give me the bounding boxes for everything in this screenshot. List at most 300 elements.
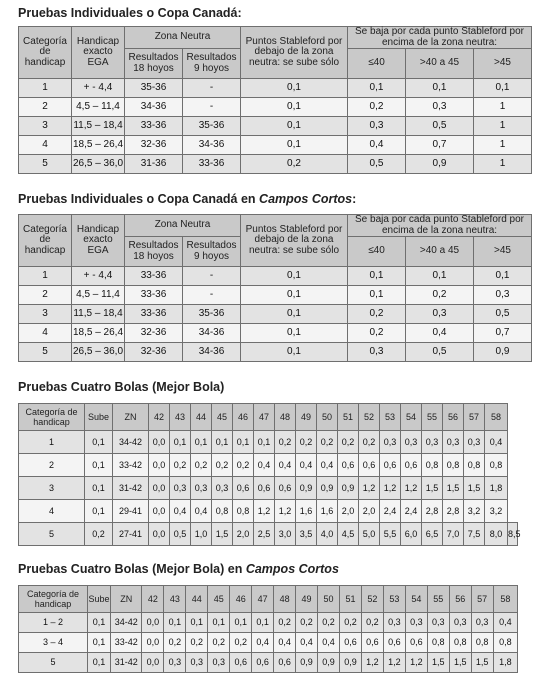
table-cell: 0,1 [241,267,348,286]
section-title: Pruebas Cuatro Bolas (Mejor Bola) [18,380,225,394]
table-cell: 4,5 [338,523,359,546]
table-cell: 33-36 [183,155,241,174]
table-cell: 32-36 [125,136,183,155]
table-row [19,324,532,343]
header-cell: 48 [274,586,296,613]
table-cell: 0,6 [274,653,296,673]
table-cell: 8,5 [508,523,518,546]
table-cell: 1,2 [359,477,380,500]
header-cell: Categoría de handicap [19,404,85,431]
table-cell: 0,0 [149,431,170,454]
table-row [19,523,518,546]
header-puntos: Puntos Stableford por debajo de la zona neutra: se sube sólo [241,215,348,267]
table-cell: 35-36 [183,117,241,136]
table-cell: 1 [474,98,532,117]
table-cell: 0,1 [348,79,406,98]
table-cell: 0,6 [339,633,361,653]
table-cell: 0,6 [383,633,405,653]
table-cell: 7,5 [464,523,485,546]
table-cell: - [183,98,241,117]
table-cell: 31-36 [125,155,183,174]
table-row [19,343,532,362]
table-cell: 3,2 [485,500,508,523]
table-cell: 0,3 [401,431,422,454]
header-category: Categoría de handicap [19,27,72,79]
header-category: Categoría de handicap [19,215,72,267]
table-cell: 0,9 [406,155,474,174]
table-cell: 33-36 [125,267,183,286]
table-cell: 0,2 [338,431,359,454]
header-cell: 43 [164,586,186,613]
table-cell: 0,4 [406,324,474,343]
table-cell: 0,8 [233,500,254,523]
header-cell: 46 [233,404,254,431]
table-cell: 0,1 [230,613,252,633]
header-cell: Sube [85,404,113,431]
table-cell: 0,4 [493,613,517,633]
table-cell: 0,2 [339,613,361,633]
header-b3: >45 [474,237,532,267]
table-cell: 1 [19,79,72,98]
table-cell: 34-42 [111,613,142,633]
header-cell: 53 [380,404,401,431]
table-cell: 0,6 [254,477,275,500]
table-cell: 0,6 [338,454,359,477]
table-cell: 0,6 [230,653,252,673]
table-cell: 0,3 [443,431,464,454]
table-row [19,431,518,454]
table-cell: 0,0 [142,653,164,673]
table-cell: 0,1 [474,79,532,98]
table-cell: 0,2 [164,633,186,653]
table-cell: 0,4 [296,633,318,653]
table-cell: 0,1 [254,431,275,454]
table-cell: 0,0 [142,613,164,633]
title-italic: Campos Cortos [259,192,353,206]
table-cell: 0,4 [485,431,508,454]
table-cell: 2,8 [443,500,464,523]
title-italic: Campos Cortos [245,562,339,576]
table-cell: 0,9 [296,477,317,500]
table-cell: 0,3 [380,431,401,454]
header-cell: Sube [88,586,111,613]
table-cell: 0,1 [406,267,474,286]
header-cell: ZN [113,404,149,431]
table-cell: 0,3 [348,343,406,362]
table-cell: 0,1 [186,613,208,633]
header-b1: ≤40 [348,49,406,79]
table-cell: 1 [474,117,532,136]
table-cell: 0,1 [164,613,186,633]
table-cell: 0,3 [191,477,212,500]
header-cell: 49 [296,404,317,431]
table-cell: 0,4 [252,633,274,653]
table-cell: 4,5 – 11,4 [72,286,125,305]
table-cell: 4 [19,500,85,523]
table-cell: 0,0 [149,500,170,523]
section-individual [0,4,537,174]
table-cell: 0,0 [149,477,170,500]
table-cell: 0,1 [233,431,254,454]
table-cell: 0,6 [275,477,296,500]
table-cell: 11,5 – 18,4 [72,305,125,324]
table-cell: 27-41 [113,523,149,546]
table-cell: 0,2 [348,324,406,343]
header-b3: >45 [474,49,532,79]
table-cell: 0,2 [85,523,113,546]
section-cuatro-bolas-short [0,560,537,673]
header-cell: 53 [383,586,405,613]
table-cell: 0,1 [241,79,348,98]
table-cell: 1,5 [464,477,485,500]
table-cell: 1,5 [471,653,493,673]
table-cell: 1,5 [443,477,464,500]
table-cell: 32-36 [125,343,183,362]
table-cell: 1,8 [493,653,517,673]
header-cell: 56 [443,404,464,431]
table-cell: 0,3 [471,613,493,633]
section-cuatro-bolas [0,378,537,546]
table-cell: 1,2 [361,653,383,673]
table-cell: 0,2 [170,454,191,477]
table-cell: 35-36 [125,79,183,98]
table-cell: + - 4,4 [72,267,125,286]
header-baja: Se baja por cada punto Stableford por encima de la zona neutra: [348,215,532,237]
header-handicap: Handicap exacto EGA [72,27,125,79]
header-cell: Categoría de handicap [19,586,88,613]
table-cell: 0,4 [348,136,406,155]
header-baja: Se baja por cada punto Stableford por encima de la zona neutra: [348,27,532,49]
table-cell: 0,2 [233,454,254,477]
table-cell: 3 [19,305,72,324]
header-cell: 50 [317,404,338,431]
table-cell: 0,4 [170,500,191,523]
table-cell: 0,5 [406,117,474,136]
table-cell: 0,3 [406,305,474,324]
table-cell: 2 [19,454,85,477]
table-row [19,500,518,523]
header-res9: Resultados 9 hoyos [183,49,241,79]
table-cell: 33-36 [125,117,183,136]
table-cell: 8,0 [485,523,508,546]
header-cell: 46 [230,586,252,613]
table-cell: 0,6 [252,653,274,673]
table-cell: 0,2 [208,633,230,653]
table-cell: 0,3 [212,477,233,500]
table-cell: 3,2 [464,500,485,523]
table-cell: 1,2 [254,500,275,523]
table-cell: 0,9 [339,653,361,673]
table-row [19,653,518,673]
table-cell: 0,3 [186,653,208,673]
table-cell: 0,5 [406,343,474,362]
header-handicap: Handicap exacto EGA [72,215,125,267]
header-cell: 52 [361,586,383,613]
table-cell: 0,1 [252,613,274,633]
table-cell: 5 [19,523,85,546]
title-suffix: : [352,192,357,206]
table-cell: 0,9 [318,653,340,673]
table-cell: 0,1 [474,267,532,286]
table-cell: 1,0 [191,523,212,546]
table-cell: 0,1 [88,653,111,673]
header-res18: Resultados 18 hoyos [125,237,183,267]
table-cell: 33-36 [125,286,183,305]
table-cell: 0,8 [212,500,233,523]
table-row [19,79,532,98]
header-cell: 47 [252,586,274,613]
table-cell: - [183,79,241,98]
table-cell: 0,1 [88,613,111,633]
table-cell: 5 [19,343,72,362]
table-cell: 2,0 [359,500,380,523]
table-cell: 29-41 [113,500,149,523]
table-cell: 0,5 [474,305,532,324]
table-cell: 0,2 [191,454,212,477]
header-res18: Resultados 18 hoyos [125,49,183,79]
table-row [19,477,518,500]
table-row [19,454,518,477]
header-cell: 45 [212,404,233,431]
table-cell: - [183,267,241,286]
table-cell: 6,5 [422,523,443,546]
table-cell: 0,8 [427,633,449,653]
header-cell: 57 [471,586,493,613]
header-cell: 50 [318,586,340,613]
table-cell: 0,6 [401,454,422,477]
table-cell: 0,1 [348,286,406,305]
header-cell: 56 [449,586,471,613]
table-row [19,155,532,174]
table-cell: 2,8 [422,500,443,523]
table-cell: 33-42 [111,633,142,653]
table-cell: 0,0 [149,454,170,477]
table-cell: 3 – 4 [19,633,88,653]
table-row [19,98,532,117]
table-cell: 0,2 [318,613,340,633]
table-cell: 0,8 [422,454,443,477]
header-cell: 44 [186,586,208,613]
table-cell: 0,5 [170,523,191,546]
table-cell: 0,1 [212,431,233,454]
table-individual [18,26,532,174]
table-cell: 1,2 [275,500,296,523]
header-cell: 55 [427,586,449,613]
table-cell: 0,1 [241,324,348,343]
table-cell: 5 [19,155,72,174]
table-cell: + - 4,4 [72,79,125,98]
table-cell: 0,4 [318,633,340,653]
table-cell: 1 [19,267,72,286]
table-cell: 35-36 [183,305,241,324]
table-cell: 26,5 – 36,0 [72,343,125,362]
table-cell: 1,6 [317,500,338,523]
table-cell: 0,1 [85,477,113,500]
table-row [19,613,518,633]
table-cell: 0,5 [348,155,406,174]
table-cell: 6,0 [401,523,422,546]
header-cell: 43 [170,404,191,431]
header-b1: ≤40 [348,237,406,267]
table-cell: 2,4 [401,500,422,523]
table-cell: 34-36 [183,136,241,155]
header-cell: ZN [111,586,142,613]
table-cell: 0,2 [348,98,406,117]
table-cell: 0,6 [233,477,254,500]
header-cell: 54 [405,586,427,613]
table-cell: 0,9 [474,343,532,362]
table-cell: 0,2 [275,431,296,454]
table-cell: 0,9 [338,477,359,500]
table-cell: 18,5 – 26,4 [72,324,125,343]
table-cell: 1,2 [383,653,405,673]
header-cell: 48 [275,404,296,431]
table-cell: 0,1 [170,431,191,454]
table-cell: 4 [19,136,72,155]
table-cell: 0,1 [88,633,111,653]
header-puntos: Puntos Stableford por debajo de la zona neutra: se sube sólo [241,27,348,79]
table-cell: 0,2 [186,633,208,653]
table-cell: 7,0 [443,523,464,546]
table-cell: 0,3 [170,477,191,500]
table-cell: 0,6 [359,454,380,477]
table-cell: 0,1 [406,79,474,98]
section-individual-short [0,190,537,362]
table-cell: 0,9 [296,653,318,673]
table-cell: 0,1 [191,431,212,454]
table-row [19,117,532,136]
table-cell: 0,4 [275,454,296,477]
table-cell: 31-42 [111,653,142,673]
table-cell: 1,2 [405,653,427,673]
header-cell: 58 [485,404,508,431]
table-cell: 34-42 [113,431,149,454]
table-cell: 5,0 [359,523,380,546]
header-row [19,404,518,431]
header-res9: Resultados 9 hoyos [183,237,241,267]
table-cell: 4 [19,324,72,343]
table-cell: 0,3 [348,117,406,136]
header-cell: 57 [464,404,485,431]
table-cell: 0,0 [142,633,164,653]
table-cell: 1,5 [449,653,471,673]
header-cell: 58 [493,586,517,613]
table-cell: 1,2 [380,477,401,500]
table-cell: 3 [19,117,72,136]
section-title: Pruebas Individuales o Copa Canadá: [18,6,242,20]
table-cell: 0,2 [359,431,380,454]
table-cell: 4,0 [317,523,338,546]
table-cell: 5 [19,653,88,673]
table-cell: 0,3 [208,653,230,673]
table-cell: 1 [474,155,532,174]
table-cell: 1,5 [212,523,233,546]
table-cell: 34-36 [125,98,183,117]
table-cell: 1,6 [296,500,317,523]
header-cell: 42 [149,404,170,431]
table-cell: 34-36 [183,324,241,343]
table-cuatro-bolas [18,403,521,546]
header-cell: 44 [191,404,212,431]
table-cell: 0,1 [85,431,113,454]
table-cell: 0,3 [427,613,449,633]
table-cell: 3 [19,477,85,500]
table-cell: 1 – 2 [19,613,88,633]
table-cell: 34-36 [183,343,241,362]
table-cell: 2 [19,98,72,117]
table-cell: 2,0 [338,500,359,523]
table-cell: 0,3 [405,613,427,633]
table-cell: 0,3 [449,613,471,633]
table-cell: 32-36 [125,324,183,343]
table-cell: 0,2 [212,454,233,477]
table-cell: 0,1 [241,343,348,362]
table-cell: 0,4 [274,633,296,653]
table-cell: 3,5 [296,523,317,546]
table-cell: 0,3 [383,613,405,633]
table-cell: 0,8 [464,454,485,477]
table-cell: 0,0 [149,523,170,546]
table-cell: 18,5 – 26,4 [72,136,125,155]
header-zona-neutra: Zona Neutra [125,27,241,49]
section-title [0,560,537,578]
table-cell: 0,4 [317,454,338,477]
table-cell: 0,3 [406,98,474,117]
table-row [19,305,532,324]
table-cell: 1,5 [427,653,449,673]
table-cell: 0,8 [449,633,471,653]
header-cell: 55 [422,404,443,431]
table-cell: 0,2 [348,305,406,324]
table-row [19,633,518,653]
table-cell: 5,5 [380,523,401,546]
table-cell: 1 [474,136,532,155]
table-cell: 1,2 [401,477,422,500]
table-cell: 33-42 [113,454,149,477]
title-prefix: Pruebas Individuales o Copa Canadá en [18,192,260,206]
table-cell: 4,5 – 11,4 [72,98,125,117]
table-cell: 1,5 [422,477,443,500]
table-cell: 0,8 [443,454,464,477]
table-cell: 0,8 [485,454,508,477]
table-cell: 0,6 [380,454,401,477]
table-cell: 0,1 [208,613,230,633]
table-cell: 0,2 [406,286,474,305]
table-cell: 1 [19,431,85,454]
table-cell: 0,3 [422,431,443,454]
table-cell: 2,5 [254,523,275,546]
section-title [0,190,537,208]
header-row [19,586,518,613]
table-cell: 0,2 [296,613,318,633]
table-cell: 0,1 [241,98,348,117]
table-cell: 0,9 [317,477,338,500]
table-cell: 0,3 [164,653,186,673]
table-cell: 0,8 [471,633,493,653]
table-cell: 0,2 [296,431,317,454]
table-cell: 2,4 [380,500,401,523]
header-b2: >40 a 45 [406,237,474,267]
table-cell: 33-36 [125,305,183,324]
table-cell: 0,1 [85,454,113,477]
table-cell: 0,3 [464,431,485,454]
table-cell: 0,1 [348,267,406,286]
table-row [19,286,532,305]
header-b2: >40 a 45 [406,49,474,79]
table-cell: 0,1 [241,117,348,136]
table-cell: 1,8 [485,477,508,500]
table-row [19,267,532,286]
